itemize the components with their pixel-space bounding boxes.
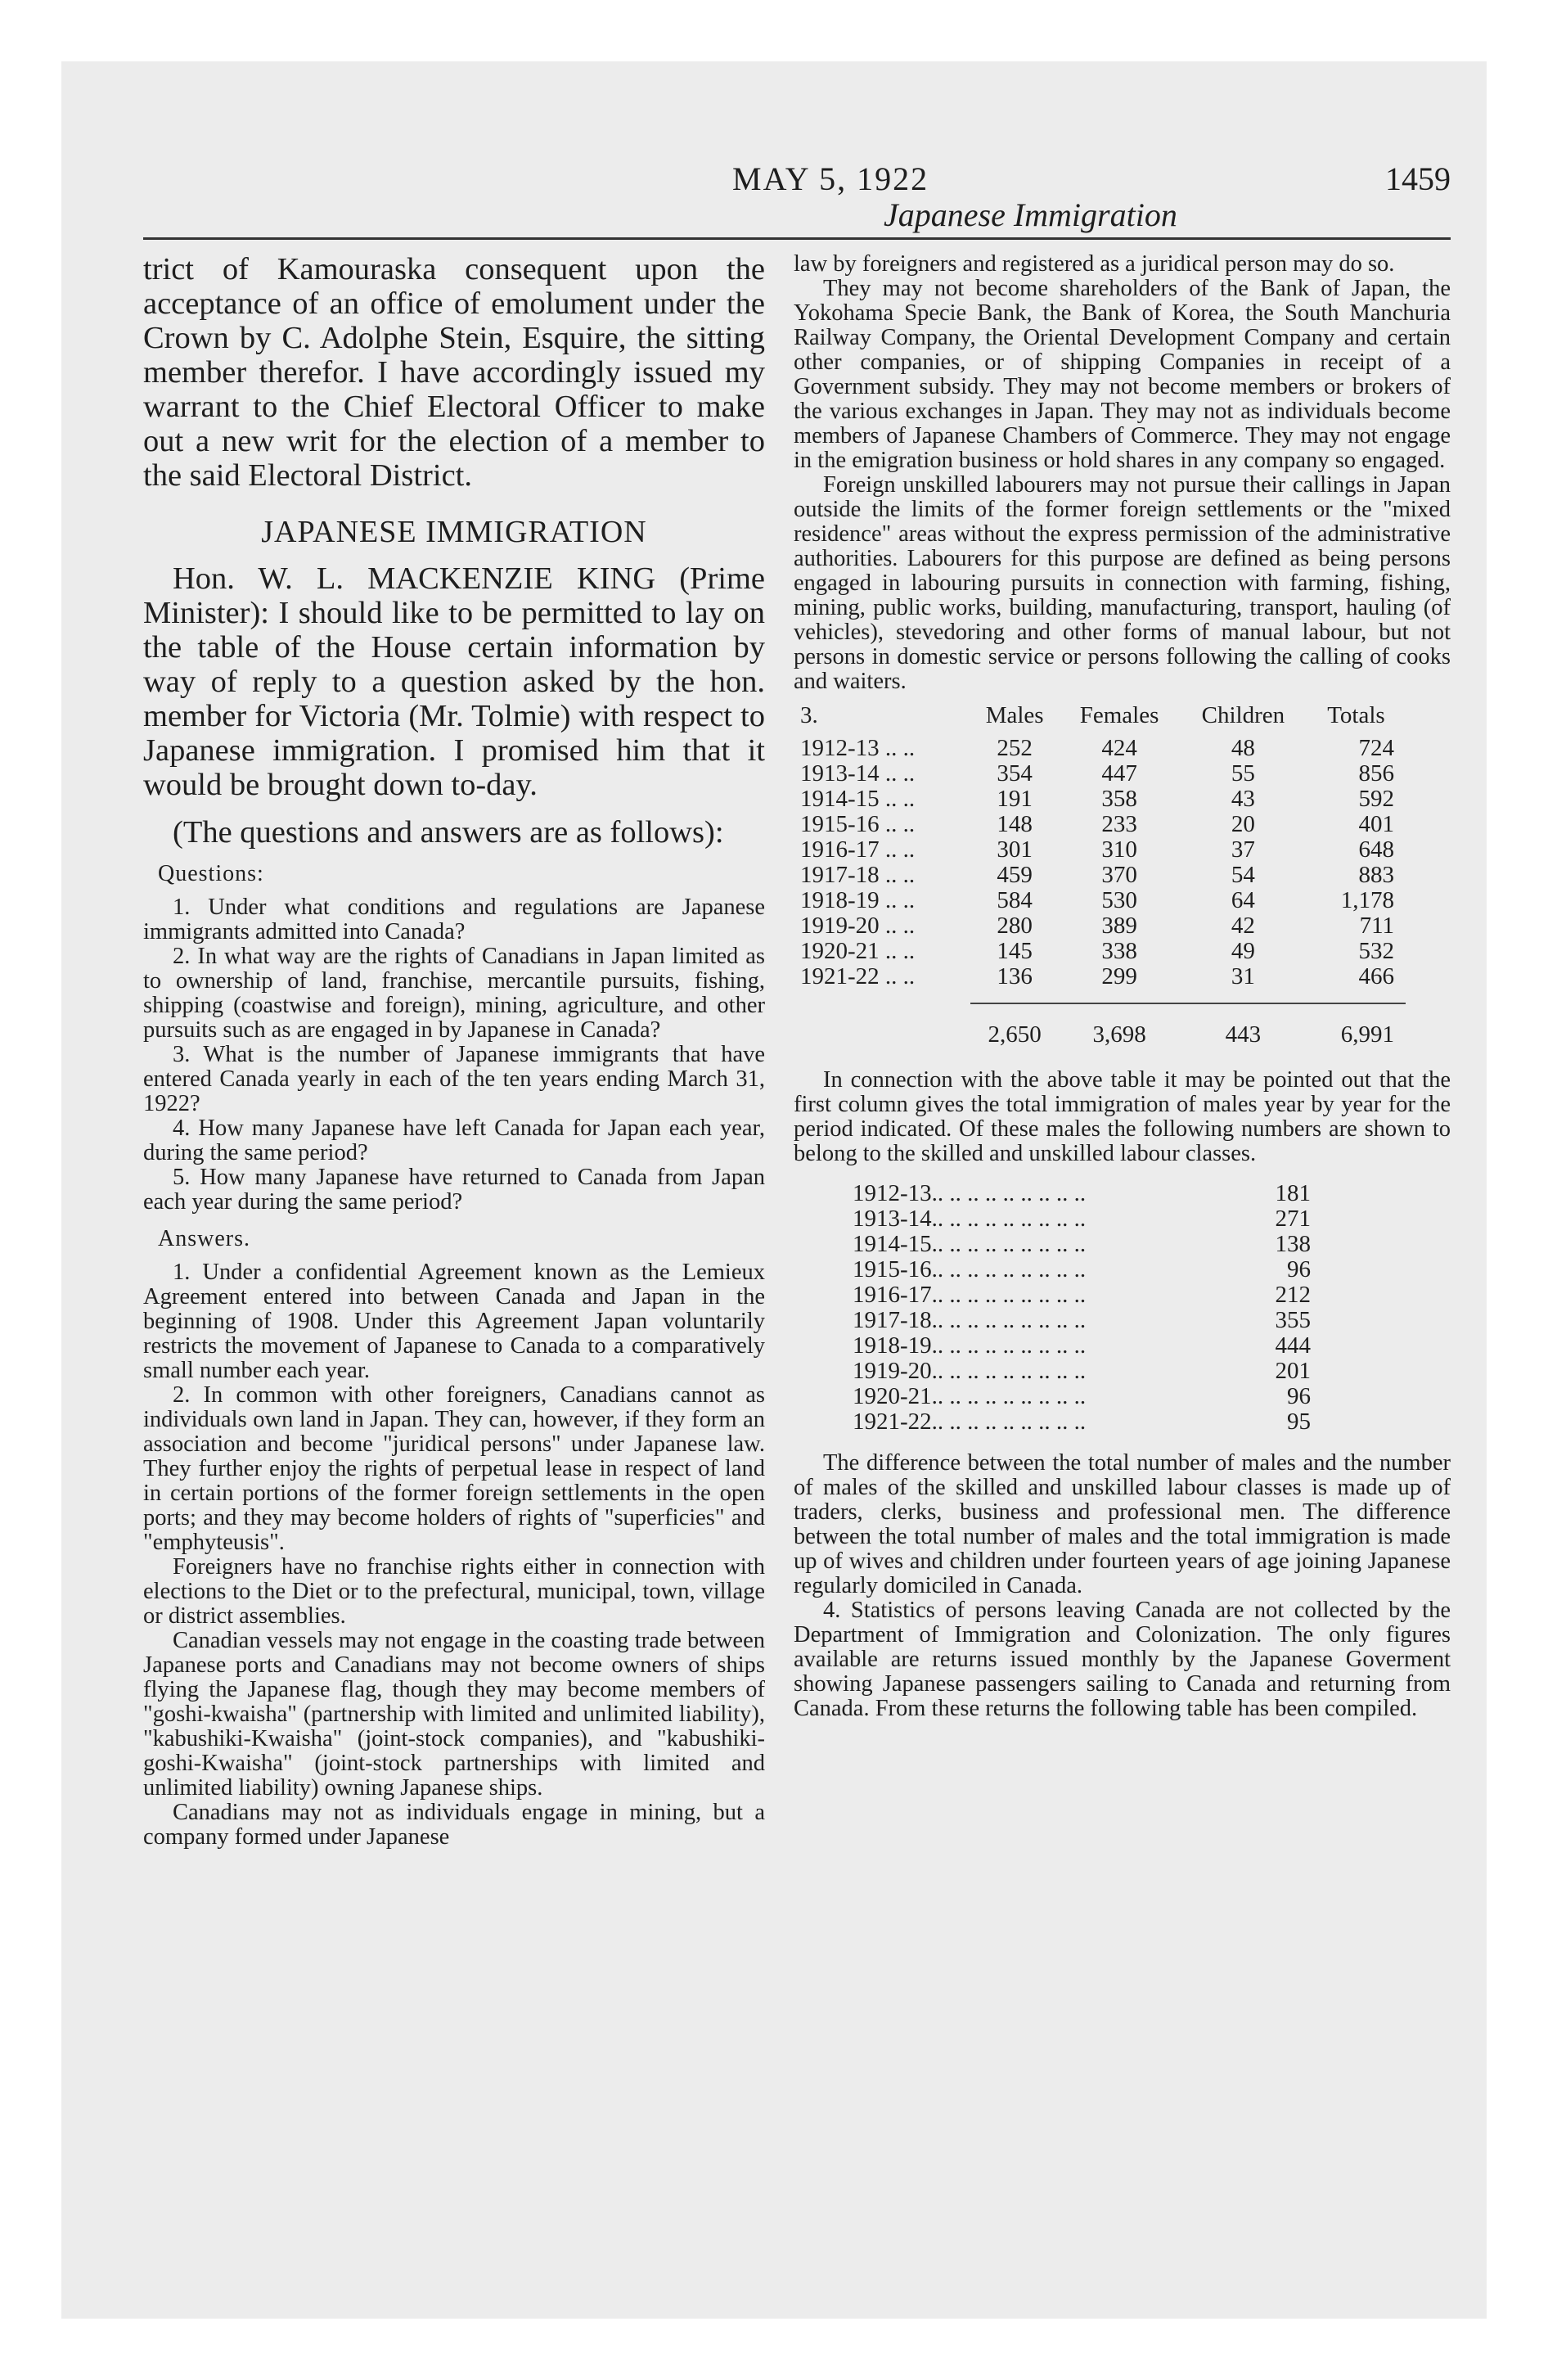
column-header: Males [985, 702, 1044, 728]
value-cell: 20 [1231, 811, 1255, 837]
table-row [800, 888, 1406, 913]
column-header: Females [1079, 702, 1159, 728]
answer: 2. In common with other foreigners, Canadians cannot as individuals own land in Japan. They can, however, if they form an association and become "juridical persons" under Japanese law. They further enjoy the rights of perpetual lease in respect of land in certain portions of the former foreign settlements in the open ports; and they may become holders of rights of "superficies" and "emphyteusis". [143, 1382, 765, 1555]
paragraph: They may not become shareholders of the Bank of Japan, the Yokohama Specie Bank, the Bank of Korea, the South Manchuria Railway Company, the Oriental Development Company and certain other companies, or of shipping Companies in receipt of a Government subsidy. They may not become members or brokers of the various exchanges in Japan. They may not as individuals become members of Japanese Chambers of Commerce. They may not engage in the emigration business or hold shares in any company so engaged. [794, 276, 1451, 473]
value-cell: 354 [997, 760, 1033, 787]
value-cell: 711 [1359, 913, 1394, 939]
paragraph: law by foreigners and registered as a juridical person may do so. [794, 251, 1395, 277]
table-row [800, 863, 1406, 888]
year-cell: 1913-14 .. .. [800, 760, 916, 787]
value-cell: 299 [1101, 963, 1137, 989]
year-cell: 1918-19.. .. .. .. .. .. .. .. .. [853, 1332, 1087, 1359]
value-cell: 301 [997, 836, 1033, 863]
right-column [794, 252, 1451, 1721]
page-header [143, 160, 1451, 233]
value-cell: 49 [1231, 938, 1255, 964]
value-cell: 648 [1358, 836, 1394, 863]
value-cell: 42 [1231, 913, 1255, 939]
year-cell: 1912-13 .. .. [800, 735, 916, 761]
paragraph: The difference between the total number of males and the number of males of the skilled and unskilled labour classes is made up of traders, clerks, business and professional men. The difference between the total number of males and the total immigration is made up of wives and children under fourteen years of age joining Japanese regularly domiciled in Canada. [794, 1450, 1451, 1598]
value-cell: 31 [1231, 963, 1255, 989]
table-row [853, 1282, 1311, 1308]
year-cell: 1912-13.. .. .. .. .. .. .. .. .. [853, 1180, 1087, 1206]
table-row [800, 736, 1406, 761]
value-cell: 447 [1101, 760, 1137, 787]
value-cell: 592 [1358, 786, 1394, 812]
immigration-table [800, 694, 1406, 1048]
value-cell: 401 [1358, 811, 1394, 837]
table-row [853, 1359, 1311, 1384]
value-cell: 37 [1231, 836, 1255, 863]
year-cell: 1914-15.. .. .. .. .. .. .. .. .. [853, 1231, 1087, 1257]
year-cell: 1921-22.. .. .. .. .. .. .. .. .. [853, 1409, 1087, 1435]
paragraph: trict of Kamouraska consequent upon the acceptance of an office of emolument under the Crown by C. Adolphe Stein, Esquire, the sitting member therefor. I have accordingly issued my warrant to the Chief Electoral Officer to make out a new writ for the election of a member to the said Electoral District. [143, 252, 765, 493]
value-cell: 55 [1231, 760, 1255, 787]
value-cell: 136 [997, 963, 1033, 989]
table-row [800, 939, 1406, 964]
header-rule [143, 237, 1451, 240]
value-cell: 181 [1275, 1180, 1311, 1206]
value-cell: 280 [997, 913, 1033, 939]
year-cell: 1914-15 .. .. [800, 786, 916, 812]
value-cell: 252 [997, 735, 1033, 761]
answers-label: Answers. [158, 1226, 250, 1251]
table-row [800, 787, 1406, 812]
value-cell: 358 [1101, 786, 1137, 812]
total-cell: 2,650 [988, 1021, 1042, 1048]
value-cell: 584 [997, 887, 1033, 913]
column-header: 3. [800, 702, 818, 728]
table-row [800, 837, 1406, 863]
year-cell: 1916-17 .. .. [800, 836, 916, 863]
year-cell: 1913-14.. .. .. .. .. .. .. .. .. [853, 1206, 1087, 1232]
table-row [853, 1409, 1311, 1435]
value-cell: 424 [1101, 735, 1137, 761]
page-number: 1459 [1385, 160, 1451, 197]
total-cell: 3,698 [1092, 1021, 1146, 1048]
paragraph: In connection with the above table it may be pointed out that the first column gives the total immigration of males year by year for the period indicated. Of these males the following numbers are shown to belong to the skilled and unskilled labour classes. [794, 1067, 1451, 1166]
answer: 1. Under a confidential Agreement known as the Lemieux Agreement entered into between Canada and Japan in the beginning of 1908. Under this Agreement Japan voluntarily restricts the movement of Japanese to Canada to a comparatively small number each year. [143, 1260, 765, 1383]
value-cell: 724 [1358, 735, 1394, 761]
left-column [143, 252, 765, 1850]
value-cell: 271 [1275, 1206, 1311, 1232]
column-header: Children [1201, 702, 1285, 728]
table-row [853, 1232, 1311, 1257]
answer: Canadian vessels may not engage in the coasting trade between Japanese ports and Canadians may not become owners of ships flying the Japanese flag, though they may become members of "goshi-kwaisha" (partnership with limited and unlimited liability), "kabushiki-Kwaisha" (joint-stock companies), and "kabushiki-goshi-Kwaisha" (joint-stock partnerships with limited and unlimited liability) owning Japanese ships. [143, 1628, 765, 1801]
year-cell: 1921-22 .. .. [800, 963, 916, 989]
total-cell: 443 [1225, 1021, 1262, 1048]
question: 4. How many Japanese have left Canada for Japan each year, during the same period? [143, 1116, 765, 1165]
value-cell: 201 [1275, 1358, 1311, 1384]
questions-label: Questions: [158, 861, 264, 886]
table-header-row [800, 694, 1406, 736]
value-cell: 355 [1275, 1307, 1311, 1333]
value-cell: 310 [1101, 836, 1137, 863]
paragraph: 4. Statistics of persons leaving Canada are not collected by the Department of Immigration and Colonization. The only figures available are returns issued monthly by the Japanese Goverment showing Japanese passengers sailing to Canada and returning from Canada. From these returns the following table has been compiled. [794, 1598, 1451, 1721]
paragraph: (The questions and answers are as follows): [173, 815, 724, 850]
table-row [800, 812, 1406, 837]
total-cell [800, 1003, 970, 1048]
table-row [853, 1181, 1311, 1206]
total-cell: 6,991 [1340, 1021, 1394, 1048]
value-cell: 466 [1358, 963, 1394, 989]
document-page [61, 61, 1487, 2319]
table-row [853, 1308, 1311, 1333]
table-row [853, 1384, 1311, 1409]
value-cell: 64 [1231, 887, 1255, 913]
value-cell: 138 [1275, 1231, 1311, 1257]
table-row [800, 964, 1406, 989]
question: 1. Under what conditions and regulations are Japanese immigrants admitted into Canada? [143, 895, 765, 944]
value-cell: 532 [1358, 938, 1394, 964]
year-cell: 1920-21.. .. .. .. .. .. .. .. .. [853, 1383, 1087, 1409]
year-cell: 1919-20.. .. .. .. .. .. .. .. .. [853, 1358, 1087, 1384]
value-cell: 338 [1101, 938, 1137, 964]
skilled-labour-table [853, 1181, 1311, 1435]
paragraph: Foreign unskilled labourers may not pursue their callings in Japan outside the limits of the former foreign settlements or the "mixed residence" areas without the express permission of the administrative authorities. Labourers for this purpose are defined as being persons engaged in labouring pursuits in connection with farming, fishing, mining, public works, building, manufacturing, transport, hauling (of vehicles), stevedoring and other forms of manual labour, but not persons in domestic service or persons following the calling of cooks and waiters. [794, 472, 1451, 694]
year-cell: 1915-16.. .. .. .. .. .. .. .. .. [853, 1256, 1087, 1282]
question: 2. In what way are the rights of Canadians in Japan limited as to ownership of land, franchise, mercantile pursuits, fishing, shipping (coastwise and foreign), mining, agriculture, and other pursuits such as are engaged in by Japanese in Canada? [143, 944, 765, 1043]
answer: Foreigners have no franchise rights either in connection with elections to the Diet or to the prefectural, municipal, town, village or district assemblies. [143, 1554, 765, 1629]
value-cell: 233 [1101, 811, 1137, 837]
table-row [800, 913, 1406, 939]
year-cell: 1917-18 .. .. [800, 862, 916, 888]
question: 3. What is the number of Japanese immigrants that have entered Canada yearly in each of the ten years ending March 31, 1922? [143, 1042, 765, 1116]
year-cell: 1917-18.. .. .. .. .. .. .. .. .. [853, 1307, 1087, 1333]
value-cell: 530 [1101, 887, 1137, 913]
totals-row [800, 1003, 1406, 1048]
header-date: MAY 5, 1922 [732, 160, 929, 197]
value-cell: 96 [1287, 1383, 1311, 1409]
value-cell: 191 [997, 786, 1033, 812]
value-cell: 96 [1287, 1256, 1311, 1282]
year-cell: 1916-17.. .. .. .. .. .. .. .. .. [853, 1282, 1087, 1308]
value-cell: 43 [1231, 786, 1255, 812]
year-cell: 1918-19 .. .. [800, 887, 916, 913]
column-header: Totals [1327, 702, 1385, 728]
table-row [800, 761, 1406, 787]
table-row [853, 1333, 1311, 1359]
answer: Canadians may not as individuals engage in mining, but a company formed under Japanese [143, 1800, 765, 1850]
value-cell: 883 [1358, 862, 1394, 888]
table-rule-row [800, 989, 1406, 1003]
value-cell: 459 [997, 862, 1033, 888]
running-title: Japanese Immigration [884, 196, 1177, 233]
value-cell: 148 [997, 811, 1033, 837]
value-cell: 54 [1231, 862, 1255, 888]
value-cell: 48 [1231, 735, 1255, 761]
value-cell: 370 [1101, 862, 1137, 888]
value-cell: 145 [997, 938, 1033, 964]
table-row [853, 1206, 1311, 1232]
value-cell: 444 [1275, 1332, 1311, 1359]
year-cell: 1915-16 .. .. [800, 811, 916, 837]
value-cell: 95 [1287, 1409, 1311, 1435]
value-cell: 1,178 [1340, 887, 1394, 913]
value-cell: 389 [1101, 913, 1137, 939]
paragraph: Hon. W. L. MACKENZIE KING (Prime Minister): I should like to be permitted to lay on the table of the House certain information by way of reply to a question asked by the hon. member for Victoria (Mr. Tolmie) with respect to Japanese immigration. I promised him that it would be brought down to-day. [143, 561, 765, 802]
year-cell: 1919-20 .. .. [800, 913, 916, 939]
section-heading: JAPANESE IMMIGRATION [261, 515, 647, 549]
value-cell: 212 [1275, 1282, 1311, 1308]
value-cell: 856 [1358, 760, 1394, 787]
question: 5. How many Japanese have returned to Canada from Japan each year during the same period? [143, 1165, 765, 1215]
table-row [853, 1257, 1311, 1282]
year-cell: 1920-21 .. .. [800, 938, 916, 964]
